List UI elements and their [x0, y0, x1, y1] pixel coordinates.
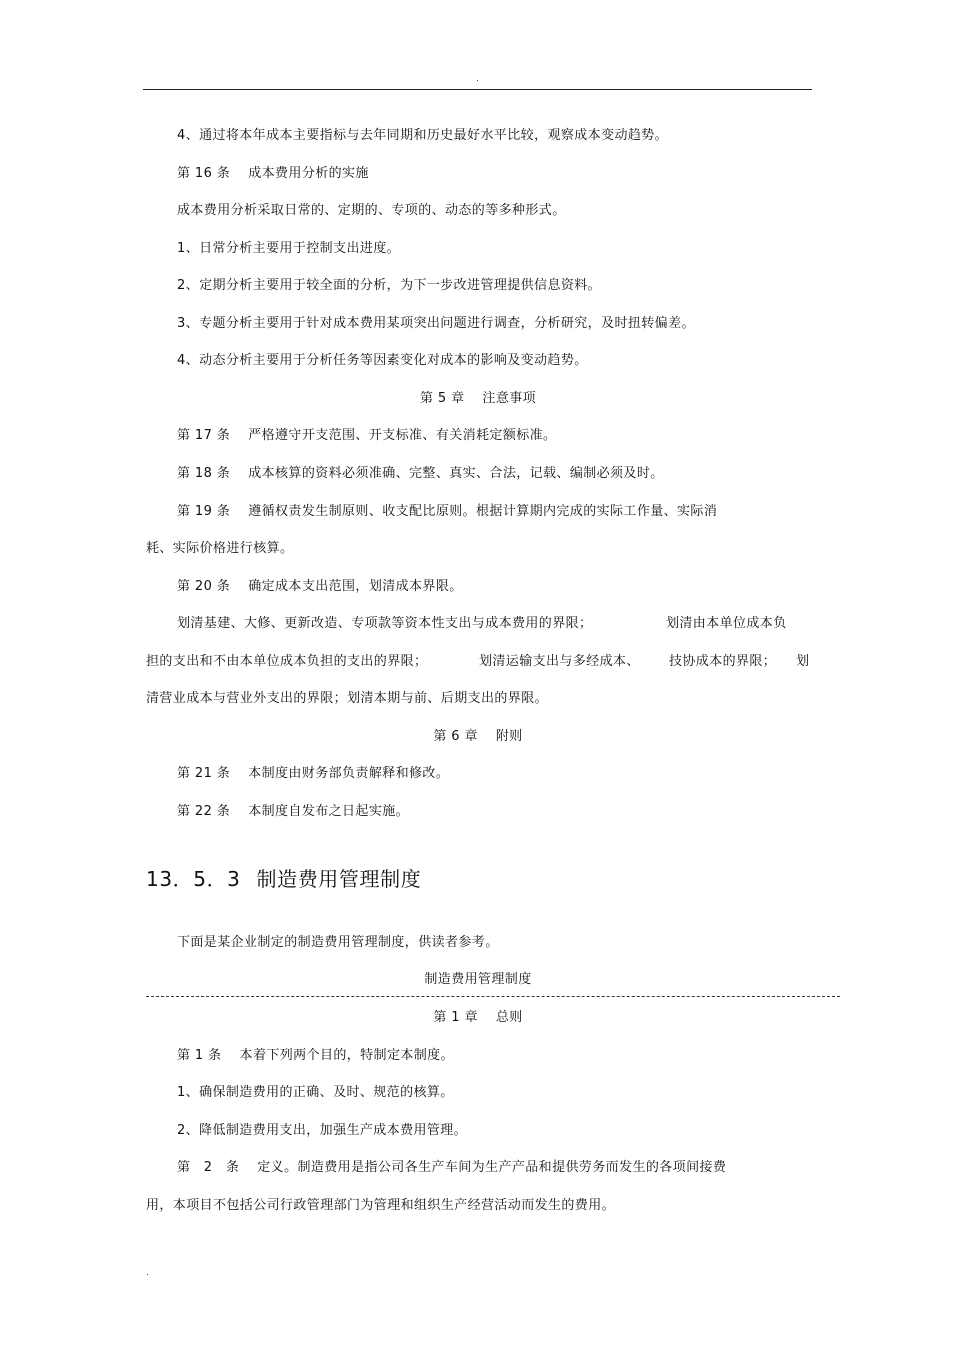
paragraph-segment: 担的支出和不由本单位成本负担的支出的界限；: [146, 654, 428, 669]
article-text: 定义。制造费用是指公司各生产车间为生产产品和提供劳务而发生的各项间接费: [257, 1160, 727, 1175]
article-title: 成本费用分析的实施: [248, 166, 369, 181]
article-number: 第 20 条: [177, 579, 231, 594]
article-text: 严格遵守开支范围、开支标准、有关消耗定额标准。: [248, 428, 557, 443]
section-title: 制造费用管理制度: [256, 867, 422, 891]
list-item: 4、动态分析主要用于分析任务等因素变化对成本的影响及变动趋势。: [177, 353, 588, 368]
article-22: [177, 804, 409, 820]
article-18: [177, 466, 664, 482]
article-text: 本着下列两个目的，特制定本制度。: [239, 1048, 454, 1063]
article-19: [177, 504, 717, 520]
header-mark: .: [476, 74, 479, 84]
list-item: 1、确保制造费用的正确、及时、规范的核算。: [177, 1085, 454, 1100]
article-continuation: 用，本项目不包括公司行政管理部门为管理和组织生产经营活动而发生的费用。: [146, 1198, 616, 1213]
list-item: 1、日常分析主要用于控制支出进度。: [177, 241, 401, 256]
article-17: [177, 428, 556, 444]
paragraph-segment: 划清由本单位成本负: [666, 616, 787, 631]
article-number: 第 2 条: [177, 1160, 240, 1175]
list-item: 3、专题分析主要用于针对成本费用某项突出问题进行调查，分析研究，及时扭转偏差。: [177, 316, 695, 331]
chapter-heading: 第 5 章 注意事项: [419, 391, 537, 406]
article-number: 第 1 条: [177, 1048, 222, 1063]
article-number: 第 21 条: [177, 766, 231, 781]
article-number: 第 19 条: [177, 504, 231, 519]
article-text: 确定成本支出范围，划清成本界限。: [248, 579, 463, 594]
section-number: 13．5．3: [146, 867, 241, 891]
paragraph-segment: 划清运输支出与多经成本、: [479, 654, 640, 669]
article-20: [177, 579, 463, 595]
paragraph-line: 4、通过将本年成本主要指标与去年同期和历史最好水平比较，观察成本变动趋势。: [177, 128, 669, 143]
chapter-heading: 第 6 章 附则: [433, 729, 523, 744]
header-rule: [143, 89, 812, 90]
article-number: 第 17 条: [177, 428, 231, 443]
paragraph-segment: 划清基建、大修、更新改造、专项款等资本性支出与成本费用的界限；: [177, 616, 593, 631]
intro-line: 下面是某企业制定的制造费用管理制度，供读者参考。: [177, 935, 499, 950]
paragraph-line: 清营业成本与营业外支出的界限；划清本期与前、后期支出的界限。: [146, 691, 549, 706]
section-heading: [146, 866, 421, 892]
paragraph-line: 成本费用分析采取日常的、定期的、专项的、动态的等多种形式。: [177, 203, 566, 218]
article-16: [177, 166, 369, 182]
article-text: 成本核算的资料必须准确、完整、真实、合法，记载、编制必须及时。: [248, 466, 664, 481]
article-number: 第 18 条: [177, 466, 231, 481]
dashed-divider: [146, 996, 840, 997]
chapter-heading: 第 1 章 总则: [433, 1010, 523, 1025]
article-number: 第 22 条: [177, 804, 231, 819]
article-1: [177, 1048, 454, 1064]
article-21: [177, 766, 449, 782]
footer-mark: .: [146, 1268, 149, 1278]
paragraph-segment: 技协成本的界限；: [669, 654, 777, 669]
paragraph-segment: 划: [796, 654, 810, 669]
article-text: 本制度自发布之日起实施。: [248, 804, 410, 819]
article-2: [177, 1160, 726, 1176]
article-number: 第 16 条: [177, 166, 231, 181]
article-text: 本制度由财务部负责解释和修改。: [248, 766, 450, 781]
article-text: 遵循权责发生制原则、收支配比原则。根据计算期内完成的实际工作量、实际消: [248, 504, 718, 519]
list-item: 2、定期分析主要用于较全面的分析，为下一步改进管理提供信息资料。: [177, 278, 602, 293]
list-item: 2、降低制造费用支出，加强生产成本费用管理。: [177, 1123, 468, 1138]
document-title: 制造费用管理制度: [424, 972, 532, 987]
article-continuation: 耗、实际价格进行核算。: [146, 541, 294, 556]
